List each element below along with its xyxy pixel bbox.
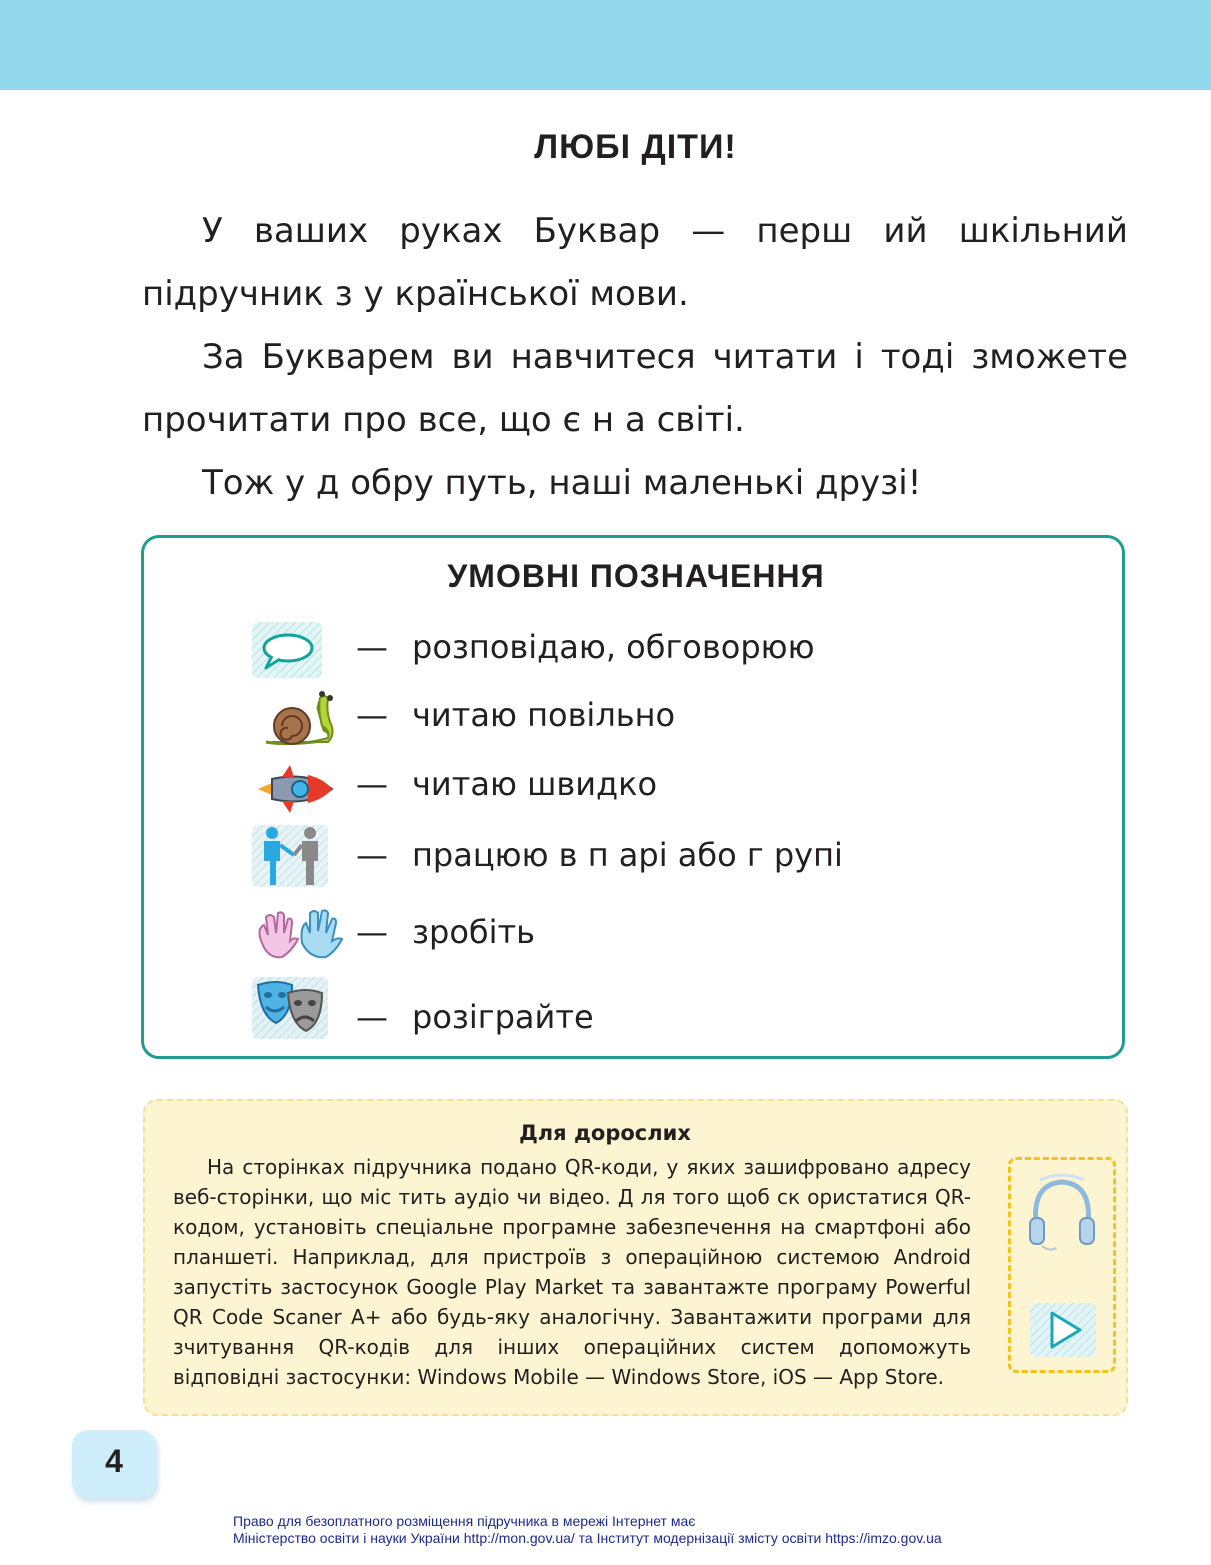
top-color-band [0,0,1211,90]
adults-title: Для дорослих [519,1121,691,1145]
hands-icon [248,903,348,967]
speech-bubble-icon [248,618,348,682]
legend-item-pair-work [248,826,1008,890]
page-number: 4 [105,1443,123,1479]
adults-text [173,1152,971,1392]
theater-masks-icon [248,972,348,1042]
footer-copyright [233,1513,1133,1547]
legend-label: розповідаю, обговорюю [412,628,815,666]
adults-paragraph: На сторінках підручника подано QR-коди, у яких зашифровано адресу веб-сторінки, що міс тить аудіо чи відео. Д ля того щоб ск ористатися QR-кодом, установіть спеціальне програмне забезпечення на смартфоні або планшеті. Наприклад, для пристроїв з операційною системою Android запустіть застосунок Google Play Market та завантажте програму Powerful QR Code Scaner A+ або будь-яку аналогічну. Завантажити програми для зчитування QR-кодів для інших операційних систем допоможуть відповідні застосунки: Windows Mobile — Windows Store, iOS — App Store. [173,1155,971,1389]
pair-people-icon [248,820,348,890]
legend-dash: — [356,836,388,874]
legend-item-read-fast [248,755,1008,819]
play-icon [1030,1303,1096,1357]
page-title: ЛЮБІ ДІТИ! [534,128,737,166]
intro-paragraph: За Букварем ви навчитеся читати і тоді зможете прочитати про все, що є н а світі. [142,337,1128,440]
legend-dash: — [356,696,388,734]
legend-item-discuss [248,618,1008,682]
intro-text [142,200,1128,515]
legend-item-make [248,903,1008,967]
legend-item-read-slow [248,686,1008,750]
legend-label: читаю повільно [412,696,676,734]
footer-line: Міністерство освіти і науки України http://mon.gov.ua/ та Інститут модернізації змісту освіти https://imzo.gov.ua [233,1530,942,1546]
legend-dash: — [356,913,388,951]
legend-dash: — [356,998,388,1036]
snail-icon [248,686,348,750]
legend-label: зробіть [412,913,536,951]
legend-label: працюю в п арі або г рупі [412,836,843,874]
intro-paragraph: Тож у д обру путь, наші маленькі друзі! [202,463,922,503]
legend-title: УМОВНІ ПОЗНАЧЕННЯ [447,558,825,594]
legend-item-act [248,978,1008,1042]
legend-label: читаю швидко [412,765,658,803]
legend-dash: — [356,765,388,803]
footer-line: Право для безоплатного розміщення підручника в мережі Інтернет має [233,1513,696,1529]
legend-dash: — [356,628,388,666]
headphones-icon [1026,1172,1098,1256]
intro-paragraph: У ваших руках Буквар — перш ий шкільний підручник з у країнської мови. [142,211,1128,314]
rocket-icon [248,755,348,819]
legend-label: розіграйте [412,998,594,1036]
